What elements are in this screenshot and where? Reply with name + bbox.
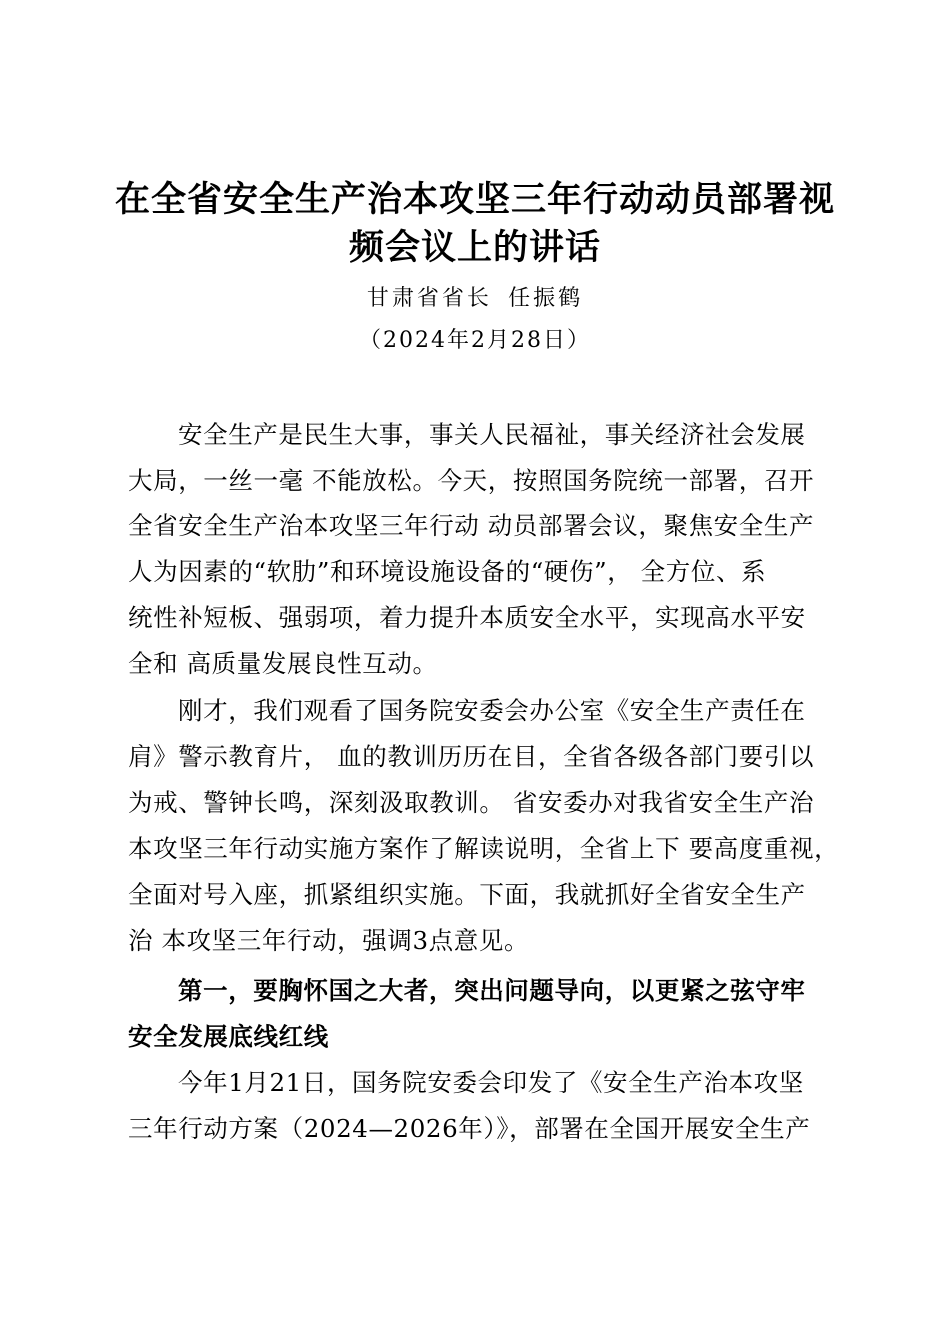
paragraph-1-line-5: 统性补短板、强弱项，着力提升本质安全水平，实现高水平安 [128, 603, 806, 632]
paragraph-1-line-1: 安全生产是民生大事，事关人民福祉，事关经济社会发展 [178, 420, 806, 449]
paragraph-2-line-5: 全面对号入座，抓紧组织实施。下面，我就抓好全省安全生产 [128, 880, 806, 909]
paragraph-2-line-2: 肩》警示教育片， 血的教训历历在目，全省各级各部门要引以 [128, 742, 815, 771]
paragraph-1-line-3: 全省安全生产治本攻坚三年行动 动员部署会议，聚焦安全生产 [128, 511, 815, 540]
paragraph-3-line-1: 今年1月21日，国务院安委会印发了《安全生产治本攻坚 [178, 1068, 804, 1097]
section-heading-line-1: 第一，要胸怀国之大者，突出问题导向，以更紧之弦守牢 [178, 976, 806, 1005]
paragraph-2-line-3: 为戒、警钟长鸣，深刻汲取教训。 省安委办对我省安全生产治 [128, 788, 815, 817]
section-heading-line-2: 安全发展底线红线 [128, 1022, 329, 1051]
paragraph-2-line-6: 治 本攻坚三年行动，强调3点意见。 [128, 926, 530, 955]
paragraph-2-line-4: 本攻坚三年行动实施方案作了解读说明，全省上下 要高度重视， [128, 834, 840, 863]
date-line: （2024年2月28日） [359, 328, 591, 353]
paragraph-2-line-1: 刚才，我们观看了国务院安委会办公室《安全生产责任在 [178, 696, 806, 725]
paragraph-1-line-2: 大局，一丝一毫 不能放松。今天，按照国务院统一部署，召开 [128, 466, 815, 495]
author-line: 甘肃省省长 任振鹤 [366, 286, 584, 311]
paragraph-3-line-2: 三年行动方案（2024—2026年）》，部署在全国开展安全生产 [128, 1114, 811, 1143]
paragraph-1-line-6: 全和 高质量发展良性互动。 [128, 649, 438, 678]
document-title-line-2: 频会议上的讲话 [348, 227, 601, 268]
paragraph-1-line-4: 人为因素的“软肋”和环境设施设备的“硬伤”， 全方位、系 [128, 557, 767, 586]
document-title-line-1: 在全省安全生产治本攻坚三年行动动员部署视 [114, 179, 835, 220]
